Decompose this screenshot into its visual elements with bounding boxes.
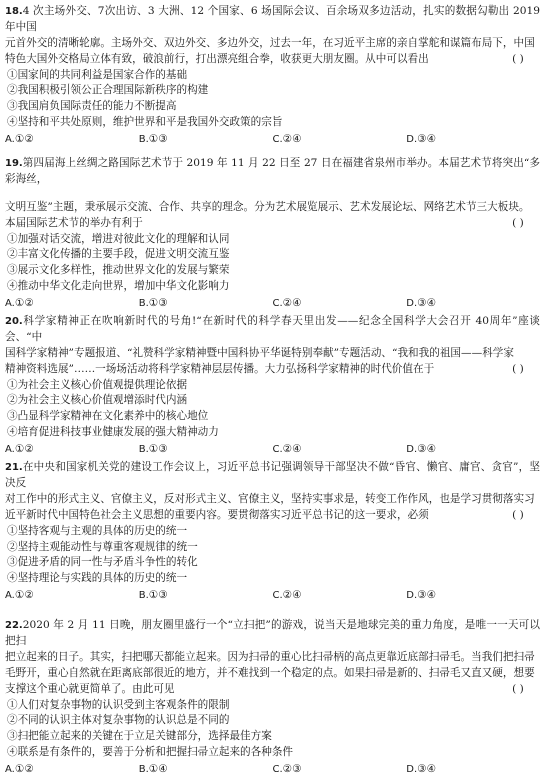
answer-choices: [5, 588, 540, 604]
answer-choices: [5, 762, 540, 778]
answer-bracket: ( ): [512, 362, 524, 375]
option-2: ②我国积极引领公正合理国际新秩序的构建: [7, 84, 209, 97]
option-3: ③展示文化多样性，推动世界文化的发展与繁荣: [7, 264, 230, 277]
option-4: ④坚持和平共处原则，维护世界和平是我国外交政策的宗旨: [7, 116, 283, 129]
answer-bracket: ( ): [512, 216, 524, 229]
option-4: ④推动中华文化走向世界，增加中华文化影响力: [7, 280, 230, 293]
choice-c: C.②④: [272, 443, 302, 456]
choice-a: A.①②: [5, 297, 34, 310]
answer-bracket: ( ): [512, 52, 524, 65]
option-2: ②丰富文化传播的主要手段，促进文明交流互鉴: [7, 248, 230, 261]
answer-bracket: ( ): [512, 682, 524, 695]
question-22: [5, 618, 540, 778]
question-stem-line: 元首外交的清晰轮廓。主场外交、双边外交、多边外交，过去一年，在习近平主席的亲自掌舵和谋篇布局下，中国: [5, 36, 535, 49]
question-stem-line: 特色大国外交格局立体有致，破浪前行，打出漂亮组合拳，收获更大朋友圈。从中可以看出 ( ): [5, 52, 540, 68]
question-stem: 19.第四届海上丝绸之路国际艺术节于 2019 年 11 月 22 日至 27 日在福建省泉州市举办。本届艺术节将突出“多彩海丝，: [5, 157, 540, 185]
question-stem-line: 文明互鉴”主题，秉承展示交流、合作、共享的理念。分为艺术展览展示、艺术发展论坛、网络艺术节三大板块。: [5, 200, 530, 213]
answer-bracket: ( ): [512, 508, 524, 521]
question-number: 20.: [5, 316, 23, 328]
option-1: ①国家间的共同利益是国家合作的基础: [7, 68, 188, 81]
answer-choices: [5, 296, 540, 312]
choice-d: D.③④: [406, 133, 437, 146]
question-stem: 18.4 次主场外交、7次出访、3 大洲、12 个国家、6 场国际会议、百余场双多边活动，扎实的数据勾勒出 2019 年中国: [5, 5, 540, 33]
question-stem-line: 对工作中的形式主义、官僚主义，反对形式主义、官僚主义，坚持实事求是，转变工作作风，也是学习贯彻落实习: [5, 492, 535, 505]
question-number: 22.: [5, 620, 23, 632]
option-2: ②坚持主观能动性与尊重客观规律的统一: [7, 540, 198, 553]
option-3: ③我国肩负国际责任的能力不断提高: [7, 100, 177, 113]
question-stem: 22.2020 年 2 月 11 日晚，朋友圈里盛行一个“立扫把”的游戏，说当天是地球完美的重力角度，是唯一一天可以把扫: [5, 619, 540, 647]
option-1: ①加强对话交流，增进对彼此文化的理解和认同: [7, 232, 230, 245]
choice-b: B.①③: [138, 589, 168, 602]
choice-c: C.②③: [272, 763, 302, 776]
choice-b: B.①③: [138, 133, 168, 146]
choice-d: D.③④: [406, 763, 437, 776]
choice-c: C.②④: [272, 589, 302, 602]
question-19: [5, 156, 540, 312]
option-3: ③促进矛盾的同一性与矛盾斗争性的转化: [7, 556, 198, 569]
choice-d: D.③④: [406, 297, 437, 310]
answer-choices: [5, 132, 540, 148]
question-stem-line: 把立起来的日子。其实，扫把哪天都能立起来。因为扫帚的重心比扫帚柄的高点更靠近底部扫帚毛。当我们把扫帚: [5, 650, 535, 663]
choice-a: A.①②: [5, 589, 34, 602]
choice-d: D.③④: [406, 589, 437, 602]
choice-b: B.①④: [138, 763, 168, 776]
choice-c: C.②④: [272, 133, 302, 146]
choice-a: A.①②: [5, 763, 34, 776]
answer-choices: [5, 442, 540, 458]
question-number: 21.: [5, 462, 23, 474]
question-stem: 20.科学家精神正在吹响新时代的号角!“在新时代的科学春天里出发——纪念全国科学大会召开 40周年”座谈会、“中: [5, 315, 540, 343]
question-21: [5, 460, 540, 604]
question-number: 19.: [5, 158, 23, 170]
question-stem-line: 近平新时代中国特色社会主义思想的重要内容。要贯彻落实习近平总书记的这一要求，必须 ( ): [5, 508, 540, 524]
option-1: ①为社会主义核心价值观提供理论依据: [7, 378, 188, 391]
option-3: ③扫把能立起来的关键在于立足关键部分，选择最佳方案: [7, 730, 272, 743]
question-stem-line: 精神资料选展”……一场场活动将科学家精神层层传播。大力弘扬科学家精神的时代价值在于 ( ): [5, 362, 540, 378]
question-number: 18.: [5, 6, 23, 17]
question-stem-line: 国科学家精神”专题报道、“礼赞科学家精神暨中国科协平华诞特别奉献”专题活动、“我和我的祖国——科学家: [5, 346, 514, 359]
question-18: [5, 4, 540, 148]
option-3: ③凸显科学家精神在文化素养中的核心地位: [7, 410, 209, 423]
choice-d: D.③④: [406, 443, 437, 456]
option-1: ①坚持客观与主观的具体的历史的统一: [7, 524, 188, 537]
choice-b: B.①③: [138, 297, 168, 310]
question-stem-line: 支撑这个重心就更简单了。由此可见 ( ): [5, 682, 540, 698]
choice-a: A.①②: [5, 133, 34, 146]
option-2: ②为社会主义核心价值观增添时代内涵: [7, 394, 188, 407]
question-stem-line: 本届国际艺术节的举办有利于 ( ): [5, 216, 540, 232]
question-stem-line: 毛野开，重心自然就在距离底部很近的地方，并不难找到一个稳定的点。如果扫帚是新的、扫帚毛又直又硬，想要: [5, 666, 535, 679]
option-2: ②不同的认识主体对复杂事物的认识总是不同的: [7, 714, 230, 727]
choice-c: C.②④: [272, 297, 302, 310]
question-stem: 21.在中央和国家机关党的建设工作会议上，习近平总书记强调领导干部坚决不做“昏官、懒官、庸官、贪官”，坚决反: [5, 461, 540, 489]
question-20: [5, 314, 540, 458]
option-4: ④培育促进科技事业健康发展的强大精神动力: [7, 426, 219, 439]
option-1: ①人们对复杂事物的认识受到主客观条件的限制: [7, 698, 230, 711]
choice-b: B.①③: [138, 443, 168, 456]
option-4: ④坚持理论与实践的具体的历史的统一: [7, 572, 188, 585]
choice-a: A.①②: [5, 443, 34, 456]
option-4: ④联系是有条件的，要善于分析和把握扫帚立起来的各种条件: [7, 746, 294, 759]
